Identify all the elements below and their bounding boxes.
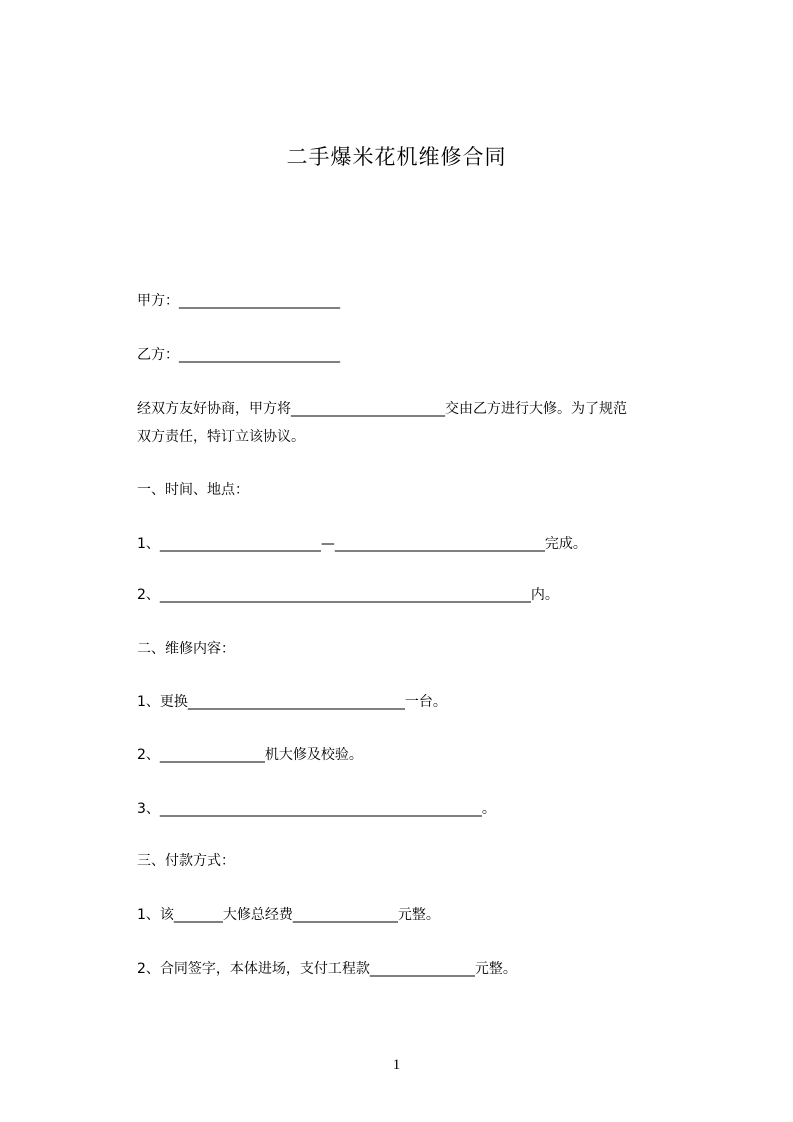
section-1-heading: 一、时间、地点： (137, 482, 249, 498)
section-1-item-1: 1、_______________________—______________________________完成。 (137, 536, 587, 552)
section-2-item-3: 3、______________________________________________。 (137, 801, 496, 817)
party-b-line: 乙方：_______________________ (137, 347, 340, 363)
intro-paragraph-line-2: 双方责任，特订立该协议。 (137, 429, 305, 445)
intro-paragraph-line-1: 经双方友好协商，甲方将______________________交由乙方进行大修。为了规范 (137, 401, 627, 417)
section-3-heading: 三、付款方式： (137, 853, 235, 869)
document-title: 二手爆米花机维修合同 (286, 145, 507, 169)
section-3-item-1: 1、该_______大修总经费_______________元整。 (137, 907, 440, 923)
section-2-item-1: 1、更换_______________________________一台。 (137, 694, 447, 710)
section-1-item-2: 2、_____________________________________________________内。 (137, 587, 559, 603)
party-a-line: 甲方：_______________________ (137, 293, 340, 309)
section-2-item-2: 2、_______________机大修及校验。 (137, 747, 363, 763)
section-3-item-2: 2、合同签字，本体进场，支付工程款_______________元整。 (137, 961, 517, 977)
section-2-heading: 二、维修内容： (137, 641, 235, 657)
page-number: 1 (392, 1057, 401, 1073)
